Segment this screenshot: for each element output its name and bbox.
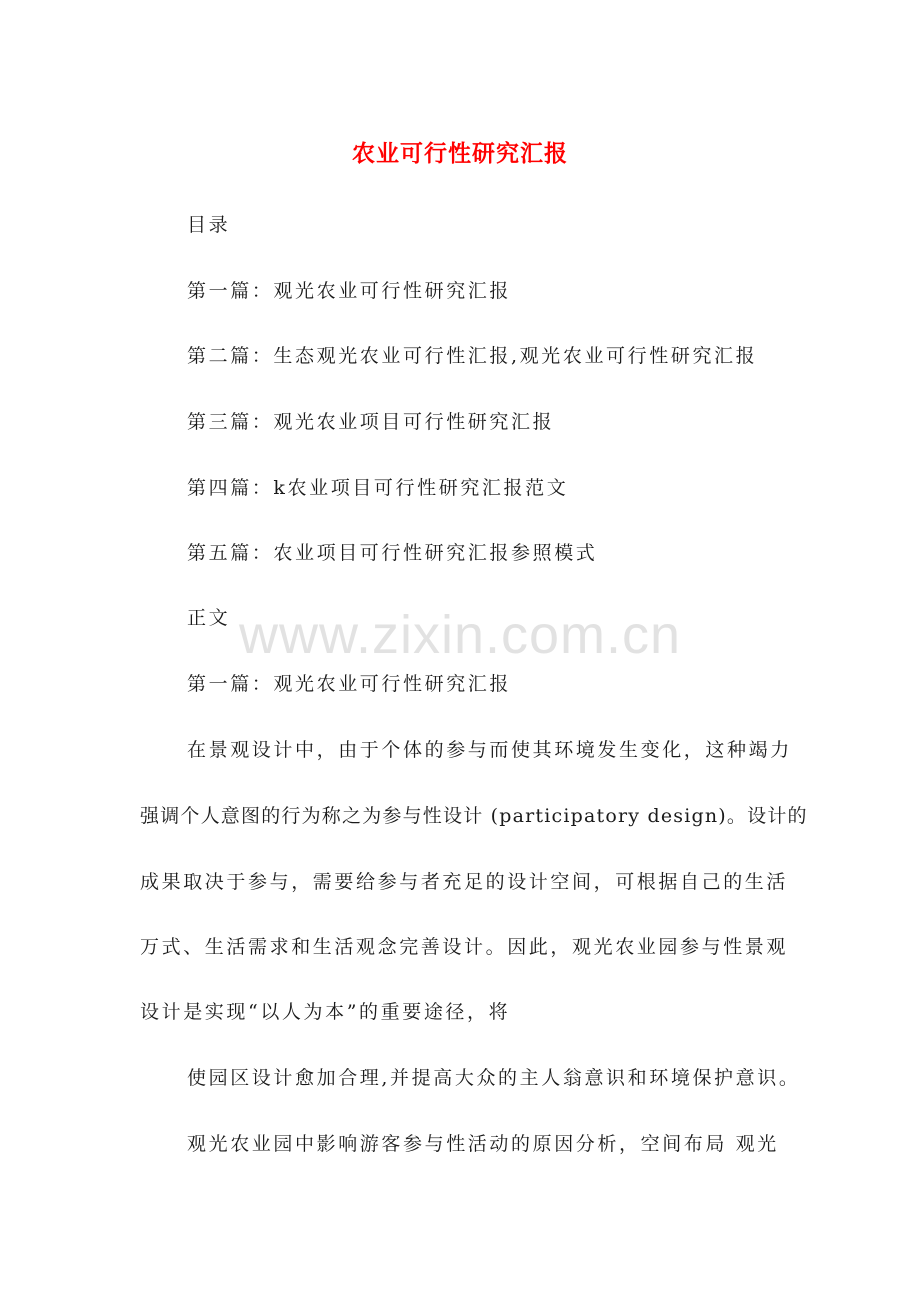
paragraph1-line-1: 在景观设计中，由于个体的参与而使其环境发生变化，这种竭力 <box>187 739 792 761</box>
paragraph1-line-5: 设计是实现“以人为本”的重要途径，将 <box>140 1001 511 1023</box>
toc-heading: 目录 <box>187 214 231 236</box>
document-title: 农业可行性研究汇报 <box>352 140 568 167</box>
toc-item-3[interactable]: 第三篇：观光农业项目可行性研究汇报 <box>187 411 555 433</box>
paragraph3: 观光农业园中影响游客参与性活动的原因分析，空间布局 观光 <box>187 1133 779 1155</box>
toc-item-1[interactable]: 第一篇：观光农业可行性研究汇报 <box>187 280 512 302</box>
toc-item-5[interactable]: 第五篇：农业项目可行性研究汇报参照模式 <box>187 542 598 564</box>
toc-item-2[interactable]: 第二篇：生态观光农业可行性汇报,观光农业可行性研究汇报 <box>187 345 758 367</box>
paragraph2: 使园区设计愈加合理,并提高大众的主人翁意识和环境保护意识。 <box>187 1067 801 1089</box>
paragraph1-line-3: 成果取决于参与，需要给参与者充足的设计空间，可根据自己的生活 <box>140 871 789 893</box>
toc-item-4[interactable]: 第四篇：k农业项目可行性研究汇报范文 <box>187 477 569 499</box>
body-heading: 正文 <box>187 607 231 629</box>
paragraph1-line-2: 强调个人意图的行为称之为参与性设计 (participatory design)。设计的 <box>140 805 808 827</box>
watermark: www.zixin.com.cn <box>238 605 682 665</box>
section-heading: 第一篇：观光农业可行性研究汇报 <box>187 673 512 695</box>
paragraph1-line-4: 万式、生活需求和生活观念完善设计。因此，观光农业园参与性景观 <box>140 936 789 958</box>
